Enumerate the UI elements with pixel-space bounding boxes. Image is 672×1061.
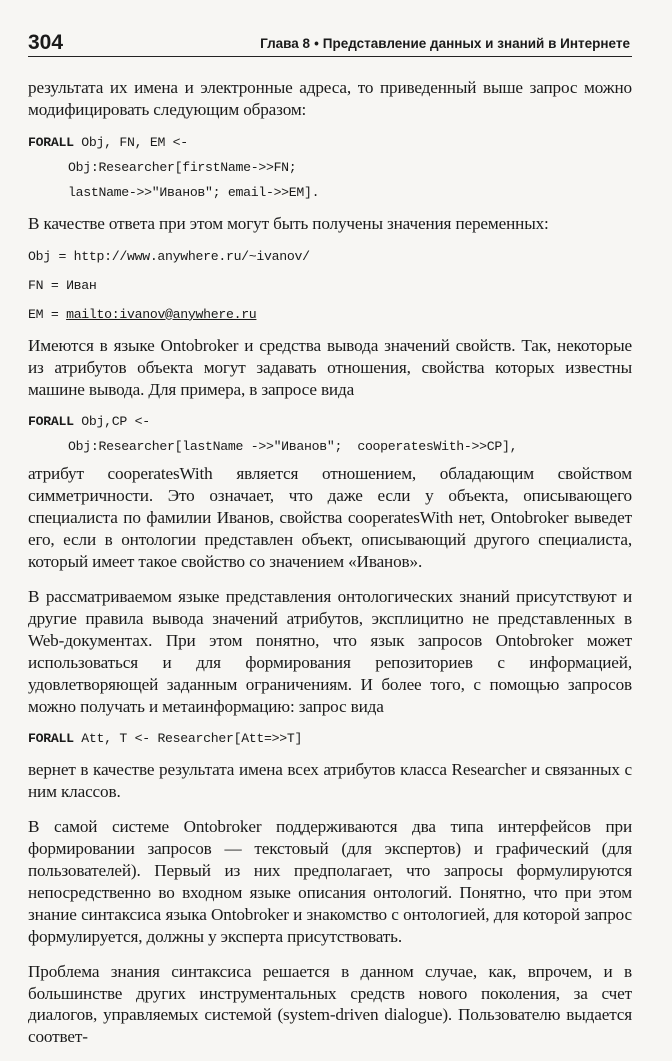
code-line: Obj = http://www.anywhere.ru/~ivanov/ (28, 248, 310, 264)
code-line: FN = Иван (28, 277, 97, 293)
code-line (28, 134, 632, 151)
page-number: 304 (28, 31, 64, 54)
chapter-label: Глава 8 (260, 36, 311, 51)
code-text: Obj, FN, EM <- (73, 134, 188, 150)
code-line (28, 413, 632, 430)
paragraph: атрибут cooperatesWith является отношением, обладающим свойством симметричности. Это означает, что даже если у объекта, описывающего специалиста по фамилии Иванов, свойства cooperatesWith нет, Ontobroker выведет его, если в онтологии представлен объект, описывающий другого специалиста, который имеет такое свойство со значением «Иванов». (28, 464, 632, 572)
chapter-name: Представление данных и знаний в Интернете (322, 36, 630, 51)
page-body (28, 77, 632, 1061)
paragraph: вернет в качестве результата имена всех атрибутов класса Researcher и связанных с ним классов. (28, 760, 632, 802)
code-line (28, 730, 632, 747)
code-text: Obj,CP <- (73, 414, 150, 430)
paragraph: В качестве ответа при этом могут быть получены значения переменных: (28, 213, 549, 233)
paragraph: результата их имена и электронные адреса, то приведенный выше запрос можно модифицировать следующим образом: (28, 78, 632, 119)
paragraph: Имеются в языке Ontobroker и средства вывода значений свойств. Так, некоторые из атрибутов объекта могут задавать отношения, свойства которых известны машине вывода. Для примера, в запросе вида (28, 335, 632, 399)
code-text: Att, T <- Researcher[Att=>>T] (73, 731, 303, 747)
code-line: Obj:Researcher[lastName ->>"Иванов"; cooperatesWith->>CP], (68, 439, 518, 455)
code-keyword: FORALL (28, 414, 74, 430)
code-text: EM = (28, 306, 67, 322)
paragraph: В самой системе Ontobroker поддерживаются два типа интерфейсов при формировании запросов — текстовый (для экспертов) и графический (для пользователей). Первый из них предполагает, что запросы формулируются непосредственно во входном языке описания онтологий. Понятно, что при этом знание синтаксиса языка Ontobroker и знакомство с онтологией, для которой запрос формулируется, должны у эксперта присутствовать. (28, 817, 632, 946)
header-separator: • (314, 36, 319, 51)
code-keyword: FORALL (28, 731, 74, 747)
code-line (28, 306, 632, 323)
paragraph: Проблема знания синтаксиса решается в данном случае, как, впрочем, и в большинстве других инструментальных средств нового поколения, за счет диалогов, управляемых системой (system-driven dialogue). Пользователю выдается соответ- (28, 961, 632, 1047)
code-keyword: FORALL (28, 134, 74, 150)
code-line: Obj:Researcher[firstName->>FN; (68, 159, 297, 175)
code-line: lastName->>"Иванов"; email->>EM]. (68, 184, 320, 200)
chapter-title (260, 35, 630, 53)
running-header (28, 32, 632, 57)
email-link[interactable]: mailto:ivanov@anywhere.ru (66, 306, 257, 322)
paragraph: В рассматриваемом языке представления онтологических знаний присутствуют и другие правила вывода значений атрибутов, эксплицитно не представленных в Web-документах. При этом понятно, что язык запросов Ontobroker может использоваться и для формирования репозиториев с информацией, удовлетворяющей заданным ограничениям. И более того, с помощью запросов можно получать и метаинформацию: запрос вида (28, 586, 632, 716)
